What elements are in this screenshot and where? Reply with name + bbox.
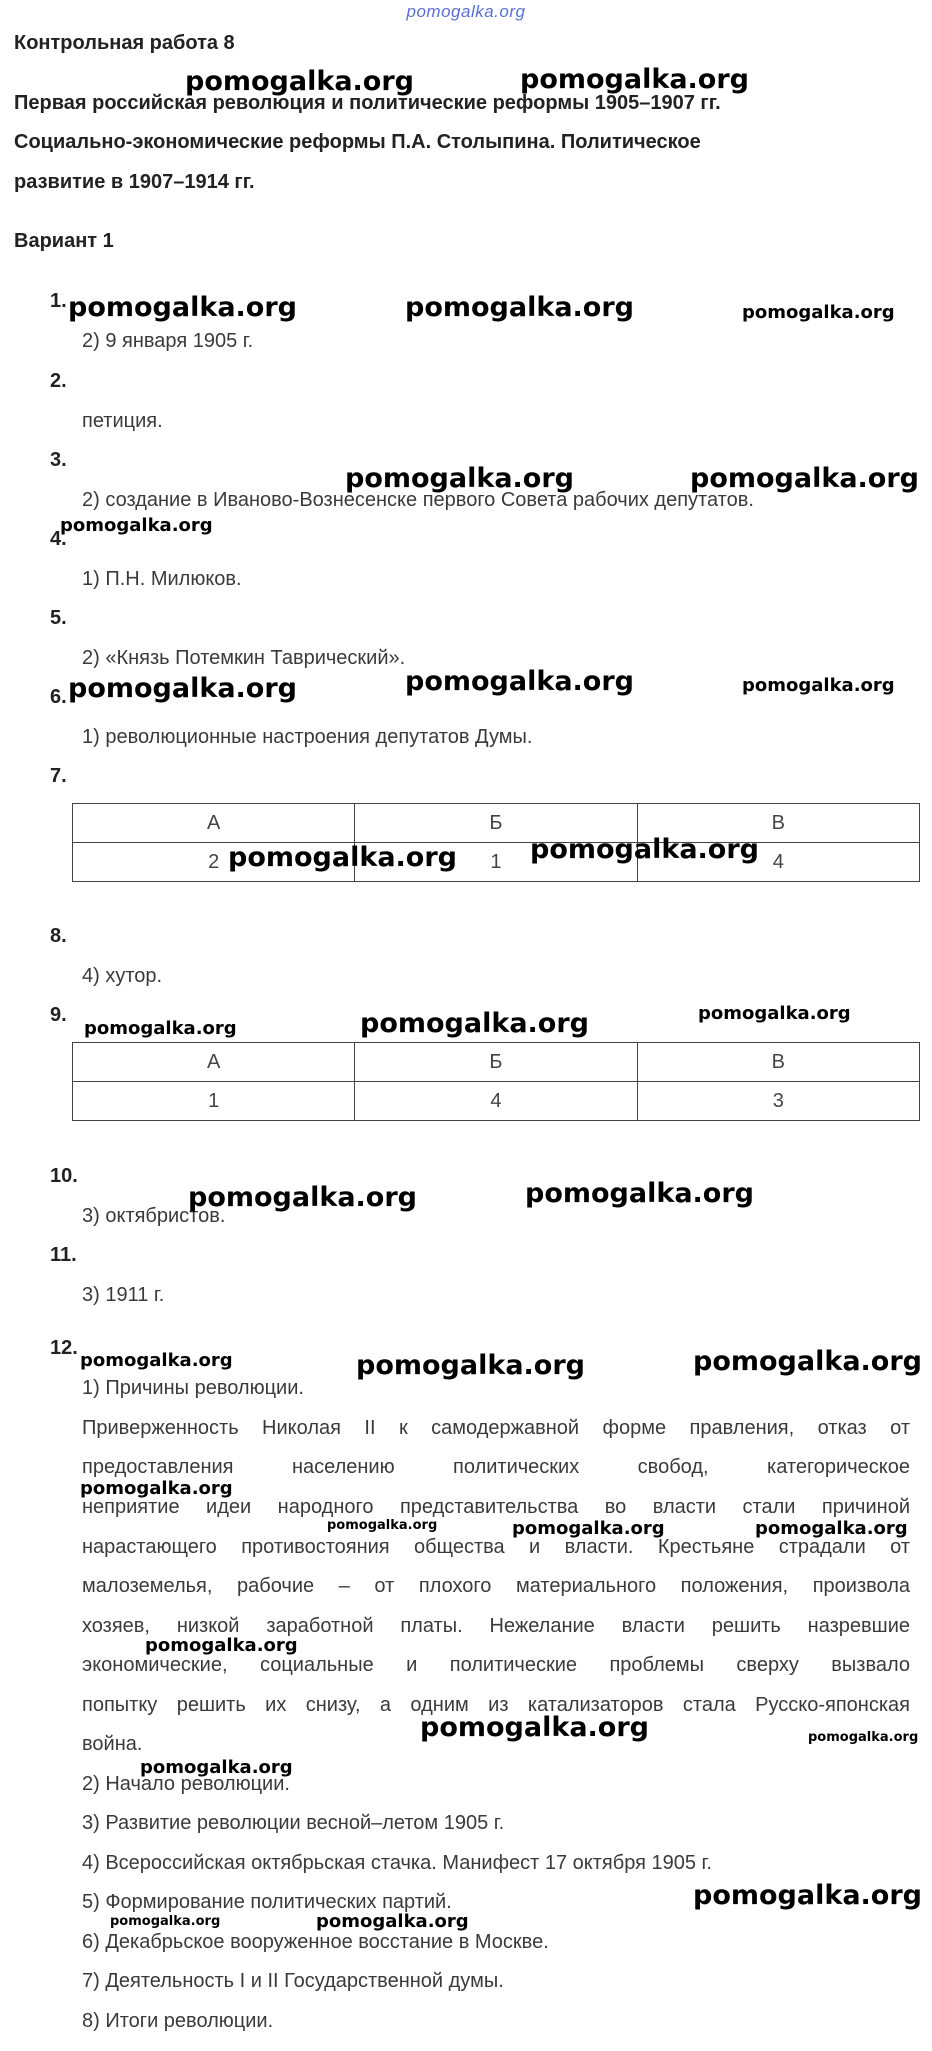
question-number-1: 1. [50,290,67,312]
answer-12-paragraph-line: война. [82,1733,143,1755]
table-row [73,843,920,882]
table-header-cell: Б [355,1043,637,1082]
answer-5: 2) «Князь Потемкин Таврический». [82,647,406,669]
watermark: pomogalka.org [60,515,213,536]
watermark: pomogalka.org [188,1182,417,1213]
table-header-row [73,1043,920,1082]
question-number-6: 6. [50,686,67,708]
watermark: pomogalka.org [520,64,749,95]
watermark: pomogalka.org [228,842,457,873]
table-cell: 4 [637,843,919,882]
table-cell: 1 [355,843,637,882]
watermark: pomogalka.org [808,1730,919,1745]
watermark: pomogalka.org [80,1350,233,1371]
watermark: pomogalka.org [405,292,634,323]
watermark: pomogalka.org [80,1478,233,1499]
table-header-cell: В [637,1043,919,1082]
watermark: pomogalka.org [110,1914,221,1929]
question-number-12: 12. [50,1337,78,1359]
watermark: pomogalka.org [145,1635,298,1656]
watermark: pomogalka.org [698,1003,851,1024]
question-number-4: 4. [50,528,67,550]
answer-12-paragraph-line: малоземелья, рабочие – от плохого материального положения, произвола [82,1575,910,1597]
answer-12-paragraph-line: Приверженность Николая II к самодержавной форме правления, отказ от [82,1417,910,1439]
table-cell: 4 [355,1082,637,1121]
table-header-cell: А [73,1043,355,1082]
watermark: pomogalka.org [84,1018,237,1039]
watermark: pomogalka.org [316,1911,469,1932]
question-number-2: 2. [50,370,67,392]
question-number-9: 9. [50,1004,67,1026]
watermark: pomogalka.org [755,1518,908,1539]
answer-8: 4) хутор. [82,965,163,987]
answer-1: 2) 9 января 1905 г. [82,330,254,352]
answer-4: 1) П.Н. Милюков. [82,568,242,590]
answer-12-item: 4) Всероссийская октябрьская стачка. Манифест 17 октября 1905 г. [82,1852,712,1874]
answer-12-intro: 1) Причины революции. [82,1377,304,1399]
watermark: pomogalka.org [525,1178,754,1209]
question-number-7: 7. [50,765,67,787]
watermark: pomogalka.org [420,1712,649,1743]
answer-12-item: 6) Декабрьское вооруженное восстание в Москве. [82,1931,549,1953]
watermark: pomogalka.org [512,1518,665,1539]
table-header-row [73,804,920,843]
question-number-8: 8. [50,925,67,947]
table-cell: 1 [73,1082,355,1121]
subtitle-line-1: Первая российская революция и политические реформы 1905–1907 гг. [14,92,721,114]
answer-12-item: 3) Развитие революции весной–летом 1905 г. [82,1812,505,1834]
question-number-10: 10. [50,1165,78,1187]
answer-3: 2) создание в Иваново-Вознесенске первого Совета рабочих депутатов. [82,489,754,511]
watermark: pomogalka.org [405,666,634,697]
table-cell: 3 [637,1082,919,1121]
table-row [73,1082,920,1121]
answer-10: 3) октябристов. [82,1205,226,1227]
variant-heading: Вариант 1 [14,230,114,252]
answer-11: 3) 1911 г. [82,1284,165,1306]
subtitle-line-2: Социально-экономические реформы П.А. Столыпина. Политическое [14,131,701,153]
answer-table-7 [72,803,920,882]
watermark: pomogalka.org [68,292,297,323]
answer-12-paragraph-line: попытку решить их снизу, а одним из катализаторов стала Русско-японская [82,1694,910,1716]
watermark: pomogalka.org [140,1757,293,1778]
watermark: pomogalka.org [345,463,574,494]
watermark: pomogalka.org [742,302,895,323]
answer-12-item: 2) Начало революции. [82,1773,290,1795]
answer-table-9 [72,1042,920,1121]
answer-12-item: 5) Формирование политических партий. [82,1891,452,1913]
question-number-5: 5. [50,607,67,629]
answer-12-item: 8) Итоги революции. [82,2010,274,2032]
table-header-cell: Б [355,804,637,843]
site-header-link[interactable]: pomogalka.org [406,2,526,21]
watermark: pomogalka.org [530,834,759,865]
watermark: pomogalka.org [693,1346,922,1377]
watermark: pomogalka.org [68,673,297,704]
question-number-11: 11. [50,1244,77,1266]
answer-12-paragraph-line: экономические, социальные и политические проблемы сверху вызвало [82,1654,910,1676]
answer-12-paragraph-line: нарастающего противостояния общества и власти. Крестьяне страдали от [82,1536,910,1558]
table-cell: 2 [73,843,355,882]
watermark: pomogalka.org [360,1008,589,1039]
watermark: pomogalka.org [185,66,414,97]
answer-12-paragraph-line: хозяев, низкой заработной платы. Нежелание власти решить назревшие [82,1615,910,1637]
answer-6: 1) революционные настроения депутатов Думы. [82,726,533,748]
watermark: pomogalka.org [327,1518,438,1533]
answer-2: петиция. [82,410,163,432]
table-header-cell: В [637,804,919,843]
subtitle-line-3: развитие в 1907–1914 гг. [14,171,255,193]
watermark: pomogalka.org [742,675,895,696]
watermark: pomogalka.org [693,1880,922,1911]
watermark: pomogalka.org [356,1350,585,1381]
watermark: pomogalka.org [690,463,919,494]
answer-12-paragraph-line: предоставления населению политических свобод, категорическое [82,1456,910,1478]
question-number-3: 3. [50,449,67,471]
table-header-cell: А [73,804,355,843]
page-title: Контрольная работа 8 [14,32,235,54]
answer-12-item: 7) Деятельность I и II Государственной думы. [82,1970,504,1992]
answer-12-paragraph-line: неприятие идеи народного представительства во власти стали причиной [82,1496,910,1518]
